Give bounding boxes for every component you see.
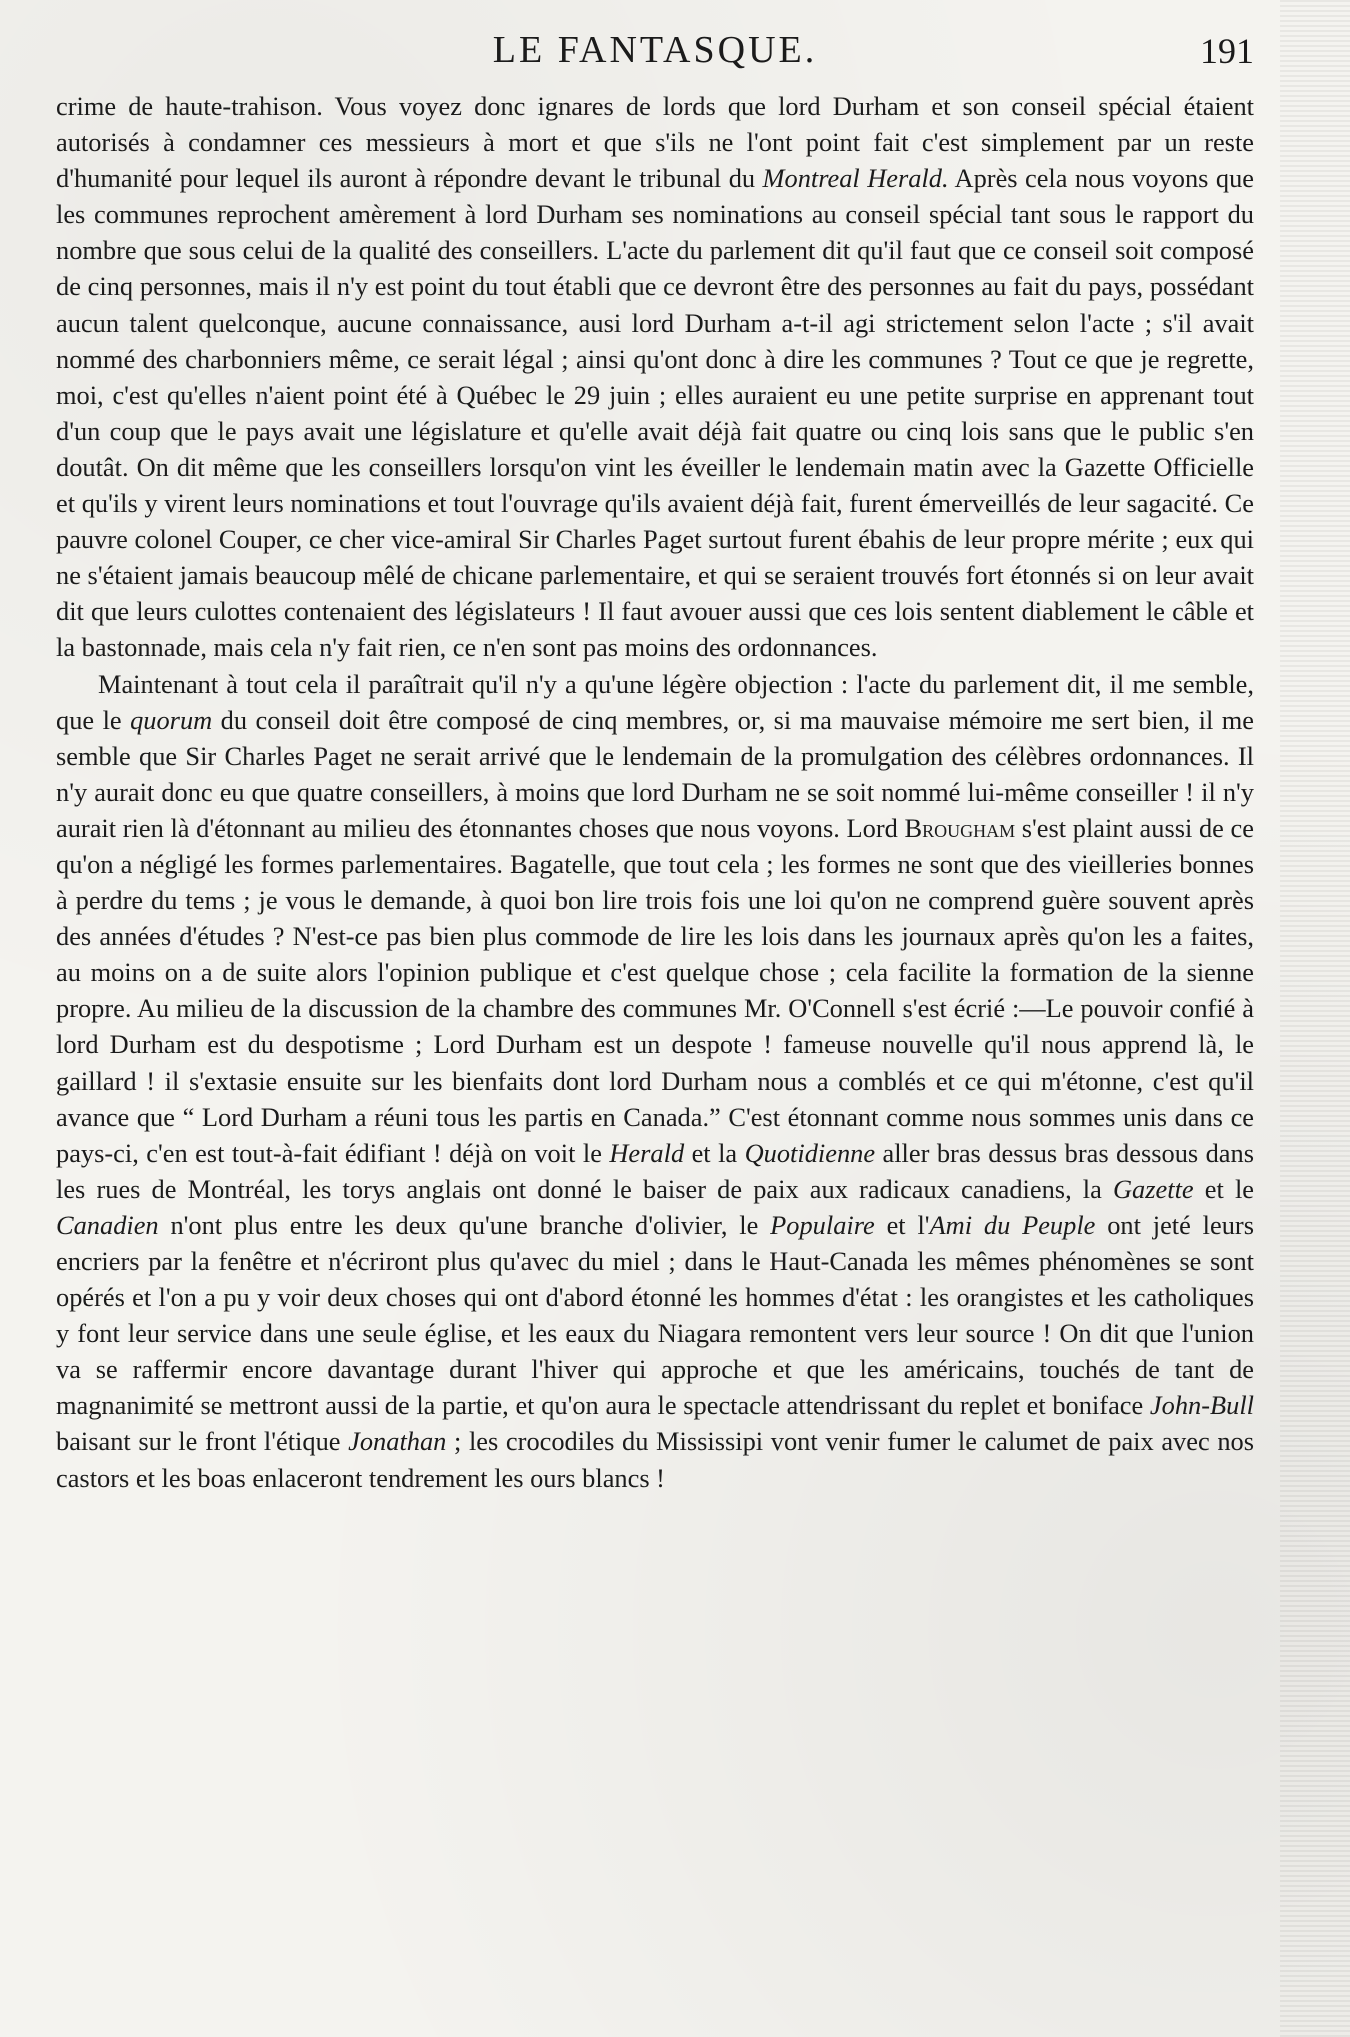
paragraph <box>56 666 1254 1496</box>
page-header <box>56 28 1254 88</box>
text-run: et l' <box>874 1209 930 1240</box>
text-run: et la <box>684 1137 745 1168</box>
running-title: LE FANTASQUE. <box>492 29 818 71</box>
text-run: n'ont plus entre les deux qu'une branche d'olivier, le <box>158 1209 771 1240</box>
paragraph <box>56 88 1254 666</box>
text-run: ont jeté leurs encriers par la fenêtre et n'écriront plus qu'avec du miel ; dans le Haut-Canada les mêmes phénomènes se sont opérés et l'on a pu y voir deux choses qui ont d'abord étonné les hommes d'état : les orangistes et les catholiques y font leur service dans une seule église, et les eaux du Niagara remontent vers leur source ! On dit que l'union va se raffermir encore davantage durant l'hiver qui approche et que les américains, touchés de tant de magnanimité se mettront aussi de la partie, et qu'on aura le spectacle attendrissant du replet et boniface <box>56 1209 1254 1421</box>
italic-text: Montreal Herald. <box>762 163 949 194</box>
italic-text: Gazette <box>1113 1173 1194 1204</box>
text-run: Après cela nous voyons que les communes reprochent amèrement à lord Durham ses nominations au conseil spécial tant sous le rapport du nombre que sous celui de la qualité des conseillers. L'acte du parlement dit qu'il faut que ce conseil soit composé de cinq personnes, mais il n'y est point du tout établi que ce devront être des personnes au fait du pays, possédant aucun talent quelconque, aucune connaissance, ausi lord Durham a-t-il agi strictement selon l'acte ; s'il avait nommé des charbonniers même, ce serait légal ; ainsi qu'ont donc à dire les communes ? Tout ce que je regrette, moi, c'est qu'elles n'aient point été à Québec le 29 juin ; elles auraient eu une petite surprise en apprenant tout d'un coup que le pays avait une législature et qu'elle avait déjà fait quatre ou cinq lois sans que le public s'en doutât. On dit même que les conseillers lorsqu'on vint les éveiller le lendemain matin avec la Gazette Officielle et qu'ils y virent leurs nominations et tout l'ouvrage qu'ils avaient déjà fait, furent émerveillés de leur sagacité. Ce pauvre colonel Couper, ce cher vice-amiral Sir Charles Paget surtout furent ébahis de leur propre mérite ; eux qui ne s'étaient jamais beaucoup mêlé de chicane parlementaire, et qui se seraient trouvés fort étonnés si on leur avait dit que leurs culottes contenaient des législateurs ! Il faut avouer aussi que ces lois sentent diablement le câble et la bastonnade, mais cela n'y fait rien, ce n'en sont pas moins des ordonnances. <box>56 163 1254 663</box>
italic-text: Jonathan <box>348 1426 447 1457</box>
scan-edge-noise <box>1280 0 1350 2037</box>
italic-text: Ami du Peuple <box>929 1209 1096 1240</box>
italic-text: quorum <box>130 704 213 735</box>
italic-text: Quotidienne <box>744 1137 876 1168</box>
text-run: crime de haute-trahison. Vous voyez donc ignares de lords que lord Durham et son conseil spécial étaient autorisés à condamner ces messieurs à mort et que s'ils ne l'ont point fait c'est simplement par un reste d'humanité pour lequel ils auront à répondre devant le tribunal du <box>56 91 1254 194</box>
italic-text: John-Bull <box>1149 1390 1254 1421</box>
text-run: Maintenant à tout cela il paraîtrait qu'il n'y a qu'une légère objection : l'acte du parlement dit, il me semble, que le <box>56 668 1254 735</box>
text-run: ; les crocodiles du Mississipi vont venir fumer le calumet de paix avec nos castors et les boas enlaceront tendrement les ours blancs ! <box>56 1426 1254 1493</box>
page-number: 191 <box>1200 31 1254 71</box>
text-run: s'est plaint aussi de ce qu'on a négligé les formes parlementaires. Bagatelle, que tout cela ; les formes ne sont que des vieilleries bonnes à perdre du tems ; je vous le demande, à quoi bon lire trois fois une loi qu'on ne comprend guère souvent après des années d'études ? N'est-ce pas bien plus commode de lire les lois dans les journaux après qu'on les a faites, au moins on a de suite alors l'opinion publique et c'est quelque chose ; cela facilite la formation de la sienne propre. Au milieu de la discussion de la chambre des communes Mr. O'Connell s'est écrié :—Le pouvoir confié à lord Durham est du despotisme ; Lord Durham est un despote ! fameuse nouvelle qu'il nous apprend là, le gaillard ! il s'extasie ensuite sur les bienfaits dont lord Durham nous a comblés et ce qui m'étonne, c'est qu'il avance que “ Lord Durham a réuni tous les partis en Canada.” C'est étonnant comme nous sommes unis dans ce pays-ci, c'en est tout-à-fait édifiant ! déjà on voit le <box>56 812 1254 1168</box>
text-run: du conseil doit être composé de cinq membres, or, si ma mauvaise mémoire me sert bien, il me semble que Sir Charles Paget ne serait arrivé que le lendemain de la promulgation des célèbres ordonnances. Il n'y aurait donc eu que quatre conseillers, à moins que lord Durham ne se soit nommé lui-même conseiller ! il n'y aurait rien là d'étonnant au milieu des étonnantes choses que nous voyons. Lord <box>56 704 1254 843</box>
italic-text: Herald <box>609 1137 685 1168</box>
italic-text: Populaire <box>770 1209 875 1240</box>
text-run: aller bras dessus bras dessous dans les rues de Montréal, les torys anglais ont donné le baiser de paix aux radicaux canadiens, la <box>56 1137 1254 1204</box>
text-run: et le <box>1193 1173 1254 1204</box>
body-text <box>56 88 1254 1496</box>
italic-text: Canadien <box>56 1209 159 1240</box>
text-run: baisant sur le front l'étique <box>56 1426 349 1457</box>
small-caps-text: Brougham <box>904 812 1016 843</box>
